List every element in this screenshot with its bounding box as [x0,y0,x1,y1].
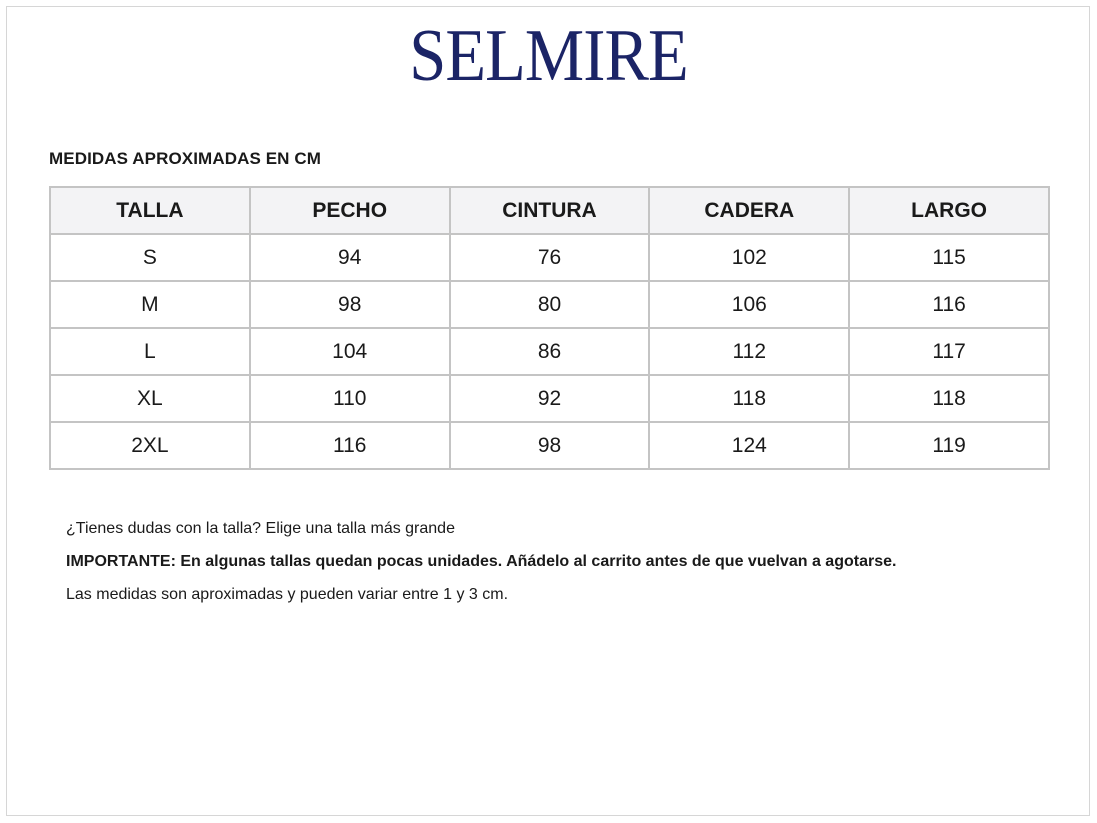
table-cell: 80 [450,281,650,328]
column-header-pecho: PECHO [250,187,450,234]
size-doubt-note: ¿Tienes dudas con la talla? Elige una talla más grande [66,520,455,537]
table-cell: 98 [450,422,650,469]
table-row [50,234,1049,281]
table-cell: 118 [649,375,849,422]
table-cell: 102 [649,234,849,281]
table-cell: 86 [450,328,650,375]
table-cell: XL [50,375,250,422]
table-row [50,422,1049,469]
table-cell: 104 [250,328,450,375]
table-cell: 92 [450,375,650,422]
stock-warning-note: IMPORTANTE: En algunas tallas quedan pocas unidades. Añádelo al carrito antes de que vuelvan a agotarse. [66,553,897,570]
section-title: MEDIDAS APROXIMADAS EN CM [49,149,321,168]
table-cell: 119 [849,422,1049,469]
brand-logo: SELMIRE [409,15,688,97]
table-cell: 94 [250,234,450,281]
size-table [49,186,1050,470]
column-header-talla: TALLA [50,187,250,234]
table-row [50,328,1049,375]
table-cell: 124 [649,422,849,469]
table-cell: 106 [649,281,849,328]
table-cell: 115 [849,234,1049,281]
table-cell: 116 [849,281,1049,328]
notes-block [66,519,896,618]
table-row [50,281,1049,328]
column-header-cintura: CINTURA [450,187,650,234]
column-header-largo: LARGO [849,187,1049,234]
table-cell: 117 [849,328,1049,375]
table-cell: M [50,281,250,328]
table-cell: 110 [250,375,450,422]
table-cell: 2XL [50,422,250,469]
table-cell: 118 [849,375,1049,422]
table-cell: 112 [649,328,849,375]
table-cell: 76 [450,234,650,281]
column-header-cadera: CADERA [649,187,849,234]
table-row [50,375,1049,422]
table-cell: 98 [250,281,450,328]
table-cell: 116 [250,422,450,469]
table-header-row [50,187,1049,234]
measurement-disclaimer: Las medidas son aproximadas y pueden variar entre 1 y 3 cm. [66,586,509,603]
table-cell: S [50,234,250,281]
table-cell: L [50,328,250,375]
